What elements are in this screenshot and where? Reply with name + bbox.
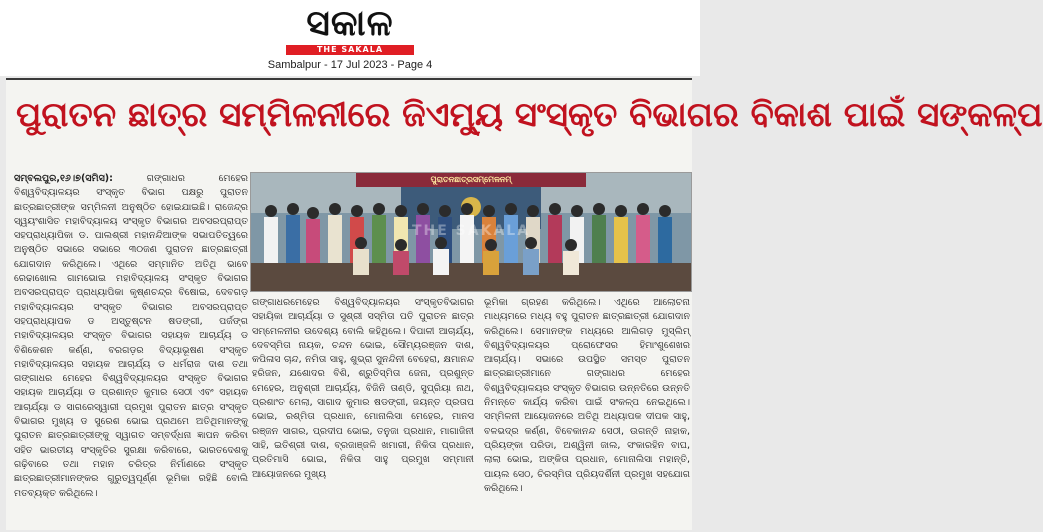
photo-watermark: THE SAKALA bbox=[411, 223, 531, 239]
article-column-1-text: ଗଙ୍ଗାଧର ମେହେର ବିଶ୍ୱବିଦ୍ୟାଳୟର ସଂସ୍କୃତ ବିଭାଗ ପକ୍ଷରୁ ପୁରାତନ ଛାତ୍ରଛାତ୍ରୀଙ୍କ ସମ୍ମିଳନୀ ଅନୁଷ୍ଠିତ ହୋଇଯାଇଛି। ରାଜେନ୍ଦ୍ର ସ୍ୱୟଂଶାସିତ ମହାବିଦ୍ୟାଳୟ ସଂସ୍କୃତ ବିଭାଗର ଅବସରପ୍ରାପ୍ତ ସହପ୍ରାଧ୍ୟାପିକା ଡ. ପାଲଶ୍ରୀ ମହାନନ୍ଦିଆଙ୍କ ସଭାପତିତ୍ୱରେ ଅନୁଷ୍ଠିତ ସଭାରେ ସଭାରେ ୩୦ଜଣ ପୁରାତନ ଛାତ୍ରଛାତ୍ରୀ ଯୋଗଦାନ କରିଥିଲେ। ଏଥିରେ ସମ୍ମାନିତ ଅତିଥି ଭାବେ ରେଢାଖୋଲ ଗାମଭୋଇ ମହାବିଦ୍ୟାଳୟ ସଂସ୍କୃତ ବିଭାଗର ଅବସରପ୍ରାପ୍ତ ପ୍ରାଧ୍ୟାପିକା କୃଷ୍ଣଚନ୍ଦ୍ର ବିଷୋଇ, ଦେବଗଡ଼ ମହାବିଦ୍ୟାଳୟର ସଂସ୍କୃତ ବିଭାଗର ଅବସରପ୍ରାପ୍ତ ସହପ୍ରାଧ୍ୟାପକ ଡ ଅସ୍ତୁଷ୍ଟନ ଷଡଙ୍ଗୀ, ପର୍ଜଙ୍ଗ ମହାବିଦ୍ୟାଳୟର ସଂସ୍କୃତ ବିଭାଗର ସହାୟକ ଆଚାର୍ଯ୍ୟ ଡ ବିଶିକେଶନ କର୍ଣ୍ଣ, ବରଗଡ଼ର ବିଦ୍ୟାଭୂଷଣ ସଂସ୍କୃତ ମହାବିଦ୍ୟାଳୟର ସହାୟକ ଆଚାର୍ଯ୍ୟ ଡ ଧର୍ମରାଜ ଦାଶ ତଥା ଗଙ୍ଗାଧର ମେହେର ବିଶ୍ୱବିଦ୍ୟାଳୟର ସଂସ୍କୃତ ବିଭାଗର ସହାୟକ ଆଚାର୍ଯ୍ୟା ଡ ପ୍ରଶାନ୍ତ କୁମାର ସେଠୀ ଏବଂ ସହାୟକ ଆଚାର୍ଯ୍ୟା ଡ ସାଗରେସ୍ୱାରୀ ପ୍ରମୁଖ ପୁରାତନ ଛାତ୍ର ସଂସ୍କୃତ ବିଭାଗର ମୁଖ୍ୟ ଡ ସୁରେଶ ଭୋଇ ପ୍ରଥମେ ଅତିଥିମାନଙ୍କୁ ପୁରାତନ ଛାତ୍ରଛାତ୍ରୀଙ୍କୁ ସ୍ୱାଗତ ସମ୍ବର୍ଦ୍ଧନା ଜ୍ଞାପନ କରିବା ସହିତ ଭାରତୀୟ ସଂସ୍କୃତିର ସୁରକ୍ଷା କରିବାରେ, ଭାରତଦେଶକୁ ଗଢ଼ିବାରେ ତଥା ମହାନ ଚରିତ୍ର ନିର୍ମାଣରେ ସଂସ୍କୃତ ଛାତ୍ରଛାତ୍ରୀମାନଙ୍କର ଗୁରୁତ୍ୱପୂର୍ଣ୍ଣ ଭୂମିକା ରହିଛି ବୋଲି ମତବ୍ୟକ୍ତ କରିଥିଲେ। bbox=[14, 173, 248, 499]
newspaper-logo-subtitle: THE SAKALA bbox=[286, 45, 414, 55]
article-column-2: ଗଙ୍ଗାଧରମେହେର ବିଶ୍ୱବିଦ୍ୟାଳୟର ସଂସ୍କୃତବିଭାଗର ସହାୟିକା ଆଚାର୍ଯ୍ୟା ଡ ସୁଶ୍ରୀ ସସ୍ମିତା ପତି ପୁରାତନ ଛାତ୍ର ସମ୍ମେଳନୀର ଉଦେଶ୍ୟ ବୋଲି କହିଥିଲେ। ଦିପାଳୀ ଆଚାର୍ଯ୍ୟ, ଦେବସ୍ମିତା ନାୟକ, ଚନ୍ଦନ ଭୋଇ, ସୌମ୍ୟରଞ୍ଜନ ଦାଶ, କପିଳାସ ଚାନ୍ଦ, ନମିତା ସାହୁ, ଶୁଭ୍ରା ସୁନନ୍ଦିନୀ ବେହେରା, କ୍ଷମାନନ୍ଦ ହରିଜନ, ଯଶୋଦର ବିଶି, ଶ୍ରୁତିସ୍ମିତା ଜେନା, ପ୍ରଶୁନ୍ତ ମେହେର, ଅନୁଶ୍ରୀ ଆଚାର୍ଯ୍ୟ, ବିଜିନି ତାଣ୍ଡି, ସୁପ୍ରିୟା ନାଥ, ପ୍ରଶାଂତ ମେଲା, ସାଗାଦ କୁମାର ଷଡଙ୍ଗୀ, ଜୟନ୍ତ ପ୍ରତାପ ଭୋଇ, ରଶ୍ମିତା ପ୍ରଧାନ, ମୋନାଲିସା ମେହେର, ମାନସ ରଞ୍ଜନ ସାଗର, ପ୍ରଦୀପ ଭୋଇ, ତନୁଜା ପ୍ରଧାନ, ମାଗାଜିନୀ ସାହି, ଇତିଶ୍ରୀ ଦାଶ, ବ୍ରଜାଞ୍ଜଳି ଖମାରୀ, ନିକିତା ପ୍ରଧାନ, ପ୍ରତିମାସି ଭୋଇ, ନିକିତା ସାହୁ ପ୍ରମୁଖ ସମ୍ମାନୀ ଆୟୋଜନରେ ମୁଖ୍ୟ bbox=[252, 297, 474, 480]
newspaper-logo: ସକାଳ bbox=[306, 3, 394, 44]
photo-banner-text: ପୁରାତନଛାତ୍ରସମ୍ମେଳନମ୍ bbox=[430, 175, 512, 184]
article-column-3: ଭୂମିକା ଗ୍ରହଣ କରିଥିଲେ। ଏଥିରେ ଆଲୋଚନା ମାଧ୍ୟମରେ ମଧ୍ୟ ବହୁ ପୁରାତନ ଛାତ୍ରଛାତ୍ରୀ ଯୋଗଦାନ କରିଥିଲେ। ସେମାନଙ୍କ ମଧ୍ୟରେ ଆଲିଗଡ଼ ମୁସ୍ଲିମ୍ ବିଶ୍ୱବିଦ୍ୟାଳୟର ପ୍ରୋଫେସର ହିମାଂଶୁଶେଖର ଆଚାର୍ଯ୍ୟ। ସଭାରେ ଉପସ୍ଥିତ ସମସ୍ତ ପୁରାତନ ଛାତ୍ରଛାତ୍ରୀମାନେ ଗଙ୍ଗାଧର ମେହେର ବିଶ୍ୱବିଦ୍ୟାଳୟର ସଂସ୍କୃତ ବିଭାଗର ଉନ୍ନତିରେ ଉନ୍ନତି ନିମନ୍ତେ କାର୍ଯ୍ୟ କରିବା ପାଇଁ ସଂକଳ୍ପ ନେଇଥିଲେ। ସମ୍ମିଳନୀ ଆୟୋଜନରେ ଅତିଥି ଅଧ୍ୟାପକ ଦୀପକ ସାହୁ, ବଳଭଦ୍ର କର୍ଣ୍ଣ, ବିବେକାନନ୍ଦ ସେଠୀ, ଉଗନ୍ତି ନାହାକ, ପ୍ରିୟଙ୍କା ପରିଡା, ଅଶ୍ୱିନୀ ଜାଲ, ସଂକାରହିନ ବାଘ, ଲାଲା ଭୋଇ, ଅଙ୍କିତା ପ୍ରଧାନ, ମୋନାଲିସା ମହାନ୍ତି, ପାୟଲ ସେଠ, ଚିରସ୍ମିତା ପ୍ରିୟଦର୍ଶିନୀ ପ୍ରମୁଖ ସହଯୋଗ କରିଥିଲେ। bbox=[484, 297, 690, 494]
group-photo bbox=[250, 172, 692, 292]
article-headline: ପୁରାତନ ଛାତ୍ର ସମ୍ମିଳନୀରେ ଜିଏମ୍ୟୁ ସଂସ୍କୃତ ବିଭାଗର ବିକାଶ ପାଇଁ ସଙ୍କଳ୍ପ bbox=[16, 95, 1043, 135]
article-dateline: ସମ୍ବଲପୁର,୧୬।୭(ସମିସ): bbox=[14, 173, 113, 184]
masthead bbox=[0, 0, 700, 76]
article-column-1 bbox=[14, 172, 248, 512]
edition-dateline: Sambalpur - 17 Jul 2023 - Page 4 bbox=[267, 59, 433, 71]
